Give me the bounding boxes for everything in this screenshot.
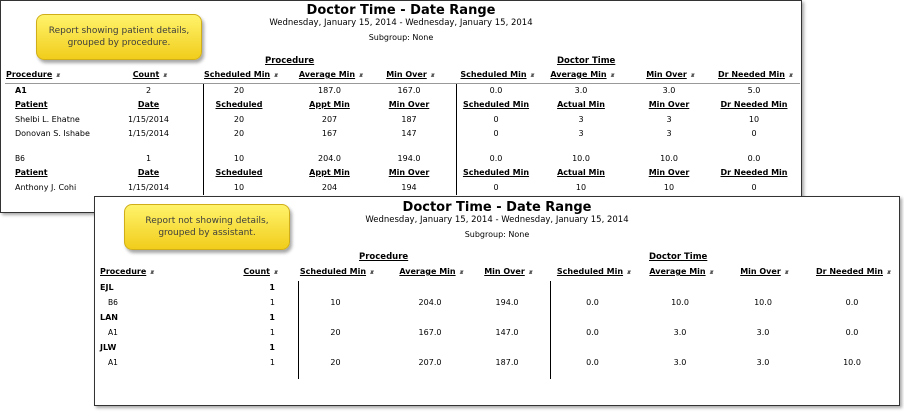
sort-icon[interactable]: ▴▾ bbox=[784, 267, 786, 276]
patient-value: 10 bbox=[233, 183, 245, 192]
doctor-time-group-header: Doctor Time bbox=[649, 252, 708, 262]
summary-value: 194.0 bbox=[397, 154, 421, 163]
row-value: 167.0 bbox=[418, 328, 442, 337]
row-value: 3.0 bbox=[756, 358, 770, 367]
summary-value: 5.0 bbox=[747, 86, 761, 95]
report-date-range: Wednesday, January 15, 2014 - Wednesday, January 15, 2014 bbox=[269, 18, 533, 28]
detail-header-min-over: Min Over bbox=[648, 100, 690, 109]
summary-value: 187.0 bbox=[318, 86, 341, 95]
callout-text: Report not showing details, grouped by assistant. bbox=[145, 216, 269, 238]
patient-value: 20 bbox=[233, 115, 245, 124]
column-header-scheduled-min[interactable]: Scheduled Min ▴▾ bbox=[299, 267, 372, 276]
patient-value: 0 bbox=[751, 129, 757, 138]
summary-value: 204.0 bbox=[318, 154, 341, 163]
summary-value: 10.0 bbox=[660, 154, 678, 163]
sort-icon[interactable]: ▴▾ bbox=[788, 70, 790, 79]
sort-icon[interactable]: ▴▾ bbox=[56, 70, 58, 79]
sort-icon[interactable]: ▴▾ bbox=[430, 70, 432, 79]
summary-value: 20 bbox=[233, 86, 245, 95]
patient-value: 194 bbox=[401, 183, 417, 192]
assistant-code: JLW bbox=[100, 343, 117, 352]
column-header-count[interactable]: Count ▴▾ bbox=[132, 70, 165, 79]
patient-value: 207 bbox=[321, 115, 338, 124]
patient-value: 1/15/2014 bbox=[127, 129, 170, 138]
row-value: 0.0 bbox=[845, 298, 859, 307]
sort-icon[interactable]: ▴▾ bbox=[163, 70, 165, 79]
callout-text: Report showing patient details, grouped by procedure. bbox=[48, 26, 190, 48]
detail-header-scheduled-min: Scheduled Min bbox=[462, 168, 530, 177]
column-header-scheduled-min[interactable]: Scheduled Min ▴▾ bbox=[204, 70, 276, 79]
assistant-count: 1 bbox=[269, 313, 275, 322]
sort-icon[interactable]: ▴▾ bbox=[150, 267, 152, 276]
sort-icon[interactable]: ▴▾ bbox=[610, 70, 612, 79]
row-value: 1 bbox=[269, 358, 275, 367]
detail-header-scheduled: Scheduled bbox=[215, 168, 263, 177]
sort-icon[interactable]: ▴▾ bbox=[530, 70, 532, 79]
patient-value: 147 bbox=[401, 129, 417, 138]
summary-value: 0.0 bbox=[747, 154, 761, 163]
patient-value: 187 bbox=[401, 115, 417, 124]
summary-value: 10.0 bbox=[572, 154, 590, 163]
detail-header-min-over: Min Over bbox=[388, 100, 430, 109]
sort-icon[interactable]: ▴▾ bbox=[690, 70, 692, 79]
column-header-average-min[interactable]: Average Min ▴▾ bbox=[550, 70, 612, 79]
detail-header-date: Date bbox=[137, 100, 160, 109]
column-header-scheduled-min[interactable]: Scheduled Min ▴▾ bbox=[460, 70, 532, 79]
sort-icon[interactable]: ▴▾ bbox=[627, 267, 629, 276]
row-value: 1 bbox=[269, 328, 275, 337]
detail-header-min-over: Min Over bbox=[648, 168, 690, 177]
report-subgroup: Subgroup: None bbox=[368, 33, 434, 42]
report-subgroup: Subgroup: None bbox=[464, 230, 530, 239]
assistant-count: 1 bbox=[269, 283, 275, 292]
summary-value: 1 bbox=[145, 154, 152, 163]
row-value: 10.0 bbox=[843, 358, 861, 367]
row-value: 3.0 bbox=[756, 328, 770, 337]
sort-icon[interactable]: ▴▾ bbox=[370, 267, 372, 276]
detail-header-dr-needed-min: Dr Needed Min bbox=[720, 100, 788, 109]
procedure-code: B6 bbox=[15, 154, 25, 163]
row-value: 0.0 bbox=[586, 328, 599, 337]
detail-header-scheduled: Scheduled bbox=[215, 100, 263, 109]
procedure-code: A1 bbox=[108, 328, 118, 337]
patient-value: 167 bbox=[321, 129, 338, 138]
sort-icon[interactable]: ▴▾ bbox=[459, 267, 461, 276]
sort-icon[interactable]: ▴▾ bbox=[528, 267, 530, 276]
row-value: 207.0 bbox=[418, 358, 442, 367]
row-value: 204.0 bbox=[418, 298, 442, 307]
patient-value: 1/15/2014 bbox=[127, 115, 170, 124]
detail-header-date: Date bbox=[137, 168, 160, 177]
detail-header-min-over: Min Over bbox=[388, 168, 430, 177]
patient-value: 20 bbox=[233, 129, 245, 138]
summary-value: 0.0 bbox=[489, 86, 503, 95]
row-value: 0.0 bbox=[586, 298, 599, 307]
column-header-min-over[interactable]: Min Over ▴▾ bbox=[740, 267, 786, 276]
detail-header-scheduled-min: Scheduled Min bbox=[462, 100, 530, 109]
patient-value: 0 bbox=[493, 129, 499, 138]
patient-value: 0 bbox=[751, 183, 757, 192]
row-value: 20 bbox=[330, 358, 341, 367]
patient-value: 0 bbox=[493, 115, 499, 124]
row-value: 1 bbox=[269, 298, 275, 307]
callout-note bbox=[124, 204, 290, 250]
report-title: Doctor Time - Date Range bbox=[402, 200, 592, 215]
patient-value: 204 bbox=[321, 183, 338, 192]
report-date-range: Wednesday, January 15, 2014 - Wednesday, January 15, 2014 bbox=[365, 215, 629, 225]
patient-value: 1/15/2014 bbox=[127, 183, 170, 192]
callout-note bbox=[36, 14, 202, 60]
column-header-procedure[interactable]: Procedure ▴▾ bbox=[100, 267, 152, 276]
patient-name: Donovan S. Ishabe bbox=[15, 129, 90, 138]
assistant-count: 1 bbox=[269, 343, 275, 352]
patient-value: 3 bbox=[666, 129, 672, 138]
procedure-group-header: Procedure bbox=[265, 56, 315, 66]
row-value: 3.0 bbox=[673, 328, 687, 337]
procedure-group-header: Procedure bbox=[359, 252, 409, 262]
report-title: Doctor Time - Date Range bbox=[306, 3, 496, 18]
column-header-dr-needed-min[interactable]: Dr Needed Min ▴▾ bbox=[815, 267, 888, 276]
detail-header-actual-min: Actual Min bbox=[557, 100, 605, 109]
detail-header-actual-min: Actual Min bbox=[557, 168, 605, 177]
summary-value: 3.0 bbox=[662, 86, 676, 95]
detail-header-patient: Patient bbox=[15, 168, 48, 177]
column-header-count[interactable]: Count ▴▾ bbox=[243, 267, 275, 276]
procedure-code: B6 bbox=[108, 298, 118, 307]
patient-value: 0 bbox=[493, 183, 499, 192]
detail-header-appt-min: Appt Min bbox=[309, 168, 350, 177]
sort-icon[interactable]: ▴▾ bbox=[886, 267, 888, 276]
procedure-code: A1 bbox=[15, 86, 27, 95]
patient-value: 10 bbox=[663, 183, 675, 192]
row-value: 10.0 bbox=[754, 298, 772, 307]
column-header-dr-needed-min[interactable]: Dr Needed Min ▴▾ bbox=[717, 70, 790, 79]
doctor-time-group-header: Doctor Time bbox=[557, 56, 616, 66]
column-header-min-over[interactable]: Min Over ▴▾ bbox=[646, 70, 692, 79]
column-header-scheduled-min[interactable]: Scheduled Min ▴▾ bbox=[556, 267, 629, 276]
header-divider bbox=[5, 83, 800, 84]
row-value: 147.0 bbox=[495, 328, 519, 337]
row-value: 20 bbox=[330, 328, 341, 337]
patient-value: 10 bbox=[575, 183, 587, 192]
summary-value: 10 bbox=[233, 154, 245, 163]
row-value: 194.0 bbox=[495, 298, 519, 307]
detail-header-patient: Patient bbox=[15, 100, 48, 109]
patient-value: 3 bbox=[666, 115, 672, 124]
patient-value: 3 bbox=[578, 115, 584, 124]
patient-name: Anthony J. Cohi bbox=[15, 183, 77, 192]
procedure-code: A1 bbox=[108, 358, 118, 367]
sort-icon[interactable]: ▴▾ bbox=[273, 267, 275, 276]
row-value: 0.0 bbox=[845, 328, 859, 337]
assistant-code: LAN bbox=[100, 313, 118, 322]
column-header-procedure[interactable]: Procedure ▴▾ bbox=[6, 70, 58, 79]
column-header-average-min[interactable]: Average Min ▴▾ bbox=[649, 267, 711, 276]
detail-header-appt-min: Appt Min bbox=[309, 100, 350, 109]
summary-value: 2 bbox=[145, 86, 152, 95]
summary-value: 0.0 bbox=[489, 154, 503, 163]
patient-value: 3 bbox=[578, 129, 584, 138]
detail-header-dr-needed-min: Dr Needed Min bbox=[720, 168, 788, 177]
column-header-min-over[interactable]: Min Over ▴▾ bbox=[484, 267, 530, 276]
column-header-average-min[interactable]: Average Min ▴▾ bbox=[399, 267, 461, 276]
patient-value: 10 bbox=[748, 115, 760, 124]
column-header-average-min[interactable]: Average Min ▴▾ bbox=[298, 70, 361, 79]
sort-icon[interactable]: ▴▾ bbox=[359, 70, 361, 79]
sort-icon[interactable]: ▴▾ bbox=[709, 267, 711, 276]
row-value: 3.0 bbox=[673, 358, 687, 367]
row-value: 187.0 bbox=[495, 358, 519, 367]
assistant-code: EJL bbox=[100, 283, 114, 292]
patient-name: Shelbi L. Ehatne bbox=[15, 115, 80, 124]
row-value: 10.0 bbox=[671, 298, 689, 307]
column-header-min-over[interactable]: Min Over ▴▾ bbox=[386, 70, 432, 79]
sort-icon[interactable]: ▴▾ bbox=[274, 70, 276, 79]
row-value: 10 bbox=[330, 298, 341, 307]
row-value: 0.0 bbox=[586, 358, 599, 367]
summary-value: 167.0 bbox=[397, 86, 421, 95]
summary-value: 3.0 bbox=[574, 86, 588, 95]
